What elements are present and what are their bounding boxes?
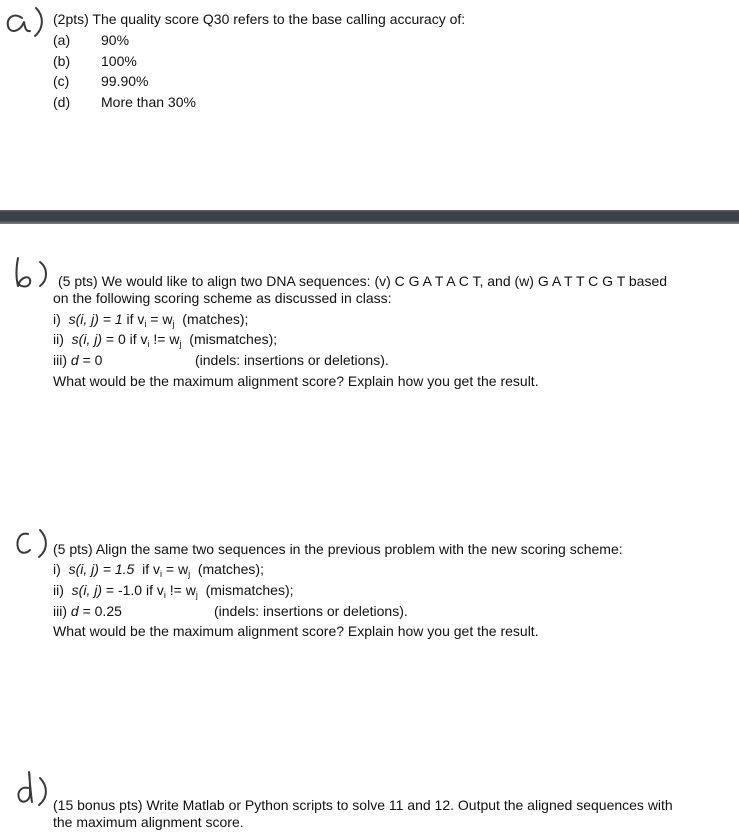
score-value: = 0 if v [102,331,148,347]
handwritten-label-b [12,256,52,292]
subscript-i: i [147,339,150,349]
option-value: 99.90% [101,73,149,89]
rule-prefix: ii) [53,582,64,598]
scoring-rule-mismatch [53,582,294,599]
option-label: (b) [53,53,71,69]
option-label: (d) [53,94,71,110]
subscript-i: i [144,319,147,329]
scoring-rule-indel [53,352,102,369]
score-function: s(i, j) [71,582,102,598]
subscript-j: j [188,569,191,579]
rule-note: (matches); [182,311,249,327]
scoring-rule-match [53,561,264,578]
subscript-i: i [163,590,166,600]
score-function: s(i, j) [71,331,102,347]
score-function: s(i, j) = 1 [68,311,123,327]
condition-w: != w [149,331,180,347]
indel-value: = 0.25 [78,603,122,619]
question-c-end: What would be the maximum alignment score? Explain how you get the result. [53,623,539,639]
option-value: More than 30% [101,94,196,110]
condition-v: if v [126,311,145,327]
indel-symbol: d [70,603,79,619]
question-d-line2: the maximum alignment score. [53,814,244,830]
score-function: s(i, j) = 1.5 [68,561,135,577]
subscript-j: j [172,319,175,329]
question-b-line2: on the following scoring scheme as discussed in class: [53,290,392,306]
handwritten-label-d [12,770,52,810]
subscript-j: j [179,339,182,349]
handwritten-label-a [2,4,48,40]
indel-value: = 0 [78,352,103,368]
rule-prefix: iii) [53,352,67,368]
rule-note: (mismatches); [189,331,278,347]
scoring-rule-mismatch [53,331,277,348]
condition-w: = w [161,561,189,577]
scoring-rule-match [53,311,248,328]
option-label: (c) [53,73,70,89]
option-label: (a) [53,32,71,48]
rule-note: (mismatches); [205,582,294,598]
rule-note: (matches); [197,561,264,577]
question-b-end: What would be the maximum alignment score? Explain how you get the result. [53,373,539,389]
scoring-rule-indel [53,603,122,620]
question-b-line1: (5 pts) We would like to align two DNA sequences: (v) C G A T A C T, and (w) G A T T C G T based [58,273,668,289]
question-c: (5 pts) Align the same two sequences in the previous problem with the new scoring scheme: [53,541,623,557]
subscript-i: i [159,569,162,579]
rule-prefix: i) [53,311,61,327]
rule-prefix: iii) [53,603,67,619]
condition-v: if v [142,561,160,577]
subscript-j: j [195,590,198,600]
option-value: 100% [101,53,137,69]
condition-w: = w [146,311,173,327]
question-d-line1: (15 bonus pts) Write Matlab or Python scripts to solve 11 and 12. Output the aligned sequences with [53,797,673,813]
score-value: = -1.0 if v [102,582,164,598]
rule-prefix: ii) [53,331,64,347]
rule-prefix: i) [53,561,61,577]
condition-w: != w [165,582,196,598]
indel-note: (indels: insertions or deletions). [195,352,389,368]
question-a: (2pts) The quality score Q30 refers to the base calling accuracy of: [53,11,466,27]
indel-symbol: d [70,352,79,368]
option-value: 90% [101,32,130,48]
handwritten-label-c [12,526,52,562]
indel-note: (indels: insertions or deletions). [214,603,408,619]
section-divider [0,210,739,224]
